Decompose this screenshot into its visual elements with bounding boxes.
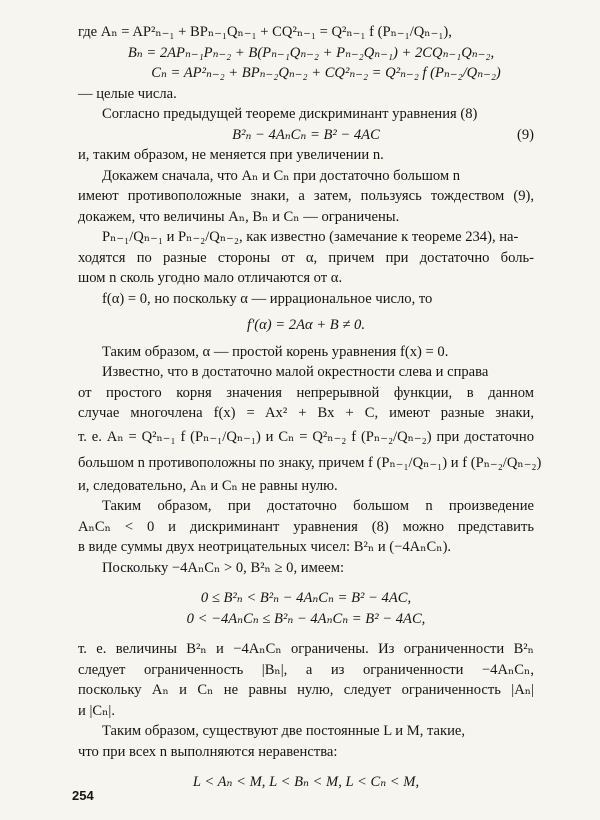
text-line: большом n противоположны по знаку, причем f (Pₙ₋₁/Qₙ₋₁) и f (Pₙ₋₂/Qₙ₋₂) [78,454,542,471]
inequality-1: 0 ≤ B²ₙ < B²ₙ − 4AₙCₙ = B² − 4AC, [200,590,412,606]
text-line: Докажем сначала, что Aₙ и Cₙ при достаточно большом n [102,167,461,184]
text-line: поскольку Aₙ и Cₙ не равны нулю, следует ограниченность |Aₙ| [78,682,534,698]
text-line: Таким образом, существуют две постоянные L и M, такие, [102,723,466,739]
text-line: в виде суммы двух неотрицательных чисел: B²ₙ и (−4AₙCₙ). [78,539,452,555]
text-line: Pₙ₋₁/Qₙ₋₁ и Pₙ₋₂/Qₙ₋₂, как известно (замечание к теореме 234), на- [102,229,519,245]
text-line: AₙCₙ < 0 и дискриминант уравнения (8) можно представить [78,518,534,535]
text-line: и, следовательно, Aₙ и Cₙ не равны нулю. [78,477,338,494]
text-line: докажем, что величины Aₙ, Bₙ и Cₙ — ограничены. [78,208,400,225]
derivative-formula: f′(α) = 2Aα + B ≠ 0. [247,317,365,333]
text-line: Таким образом, α — простой корень уравнения f(x) = 0. [102,343,449,360]
text-line: Поскольку −4AₙCₙ > 0, B²ₙ ≥ 0, имеем: [102,559,345,576]
text-line: имеют противоположные знаки, а затем, пользуясь тождеством (9), [78,188,534,204]
text-line: т. е. Aₙ = Q²ₙ₋₁ f (Pₙ₋₁/Qₙ₋₁) и Cₙ = Q²ₙ₋₂ f (Pₙ₋₂/Qₙ₋₂) при достаточно [78,428,534,445]
equation-9-row [78,125,534,146]
line-cn-definition: Cₙ = AP²ₙ₋₂ + BPₙ₋₂Qₙ₋₂ + CQ²ₙ₋₂ = Q²ₙ₋₂ f (Pₙ₋₂/Qₙ₋₂) [151,65,501,81]
text-line: Известно, что в достаточно малой окрестности слева и справа [102,364,489,380]
text-line: Согласно предыдущей теореме дискриминант уравнения (8) [102,106,478,122]
line-bn-definition: Bₙ = 2APₙ₋₁Pₙ₋₂ + B(Pₙ₋₁Qₙ₋₂ + Pₙ₋₂Qₙ₋₁) + 2CQₙ₋₁Qₙ₋₂, [127,44,495,61]
equation-9: B²ₙ − 4AₙCₙ = B² − 4AC [232,126,380,143]
text-line: и, таким образом, не меняется при увеличении n. [78,147,384,163]
page-number: 254 [72,788,94,803]
text-line: и |Cₙ|. [78,702,115,719]
text-line: т. е. величины B²ₙ и −4AₙCₙ ограничены. Из ограниченности B²ₙ [78,641,534,657]
text-line: что при всех n выполняются неравенства: [78,743,338,760]
equation-number: (9) [516,126,534,143]
text-line: шом n сколь угодно мало отличаются от α. [78,270,343,286]
line-an-definition: где Aₙ = AP²ₙ₋₁ + BPₙ₋₁Qₙ₋₁ + CQ²ₙ₋₁ = Q²ₙ₋₁ f (Pₙ₋₁/Qₙ₋₁), [78,24,452,40]
text-line: f(α) = 0, но поскольку α — иррациональное число, то [102,290,433,307]
text-line: от простого корня значения непрерывной функции, в данном [78,384,534,401]
text-line: следует ограниченность |Bₙ|, а из ограниченности −4AₙCₙ, [78,661,534,678]
bounds-formula: L < Aₙ < M, L < Bₙ < M, L < Cₙ < M, [192,774,420,790]
text-line: — целые числа. [78,85,177,102]
text-line: случае многочлена f(x) = Ax² + Bx + C, имеют разные знаки, [78,405,534,421]
inequality-2: 0 < −4AₙCₙ ≤ B²ₙ − 4AₙCₙ = B² − 4AC, [186,610,426,627]
text-line: Таким образом, при достаточно большом n произведение [102,498,534,514]
text-line: ходятся по разные стороны от α, причем при достаточно боль- [78,249,534,266]
